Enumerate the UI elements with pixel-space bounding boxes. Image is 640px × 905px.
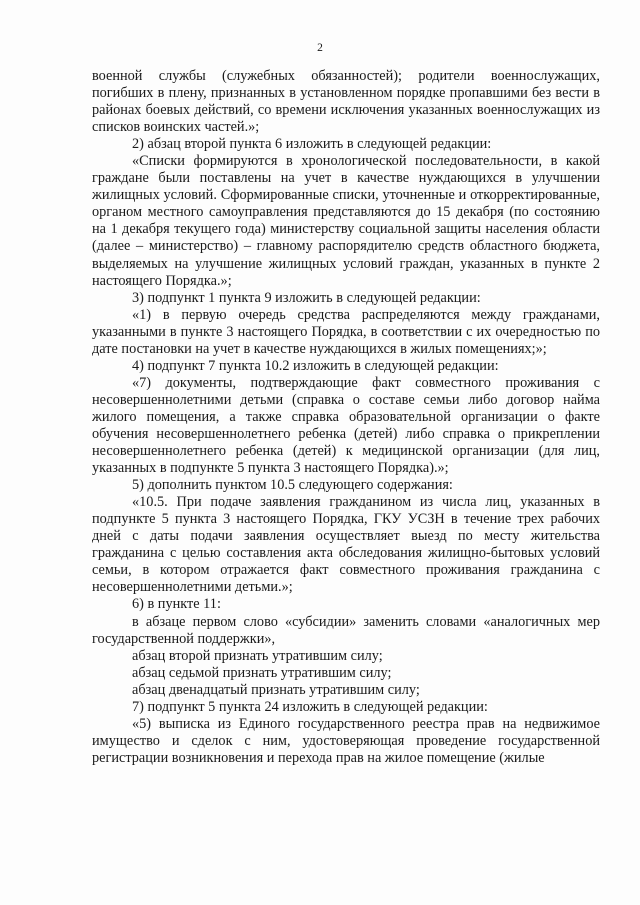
- paragraph-9: «10.5. При подаче заявления гражданином из числа лиц, указанных в подпункте 5 пункта 3 настоящего Порядка, ГКУ УСЗН в течение трех рабочих дней с даты подачи заявления осуществляет выезд по месту жительства гражданина с целью составления акта обследования жилищно-бытовых условий семьи, в котором отражается факт совместного проживания гражданина с несовершеннолетними детьми.»;: [92, 494, 600, 596]
- paragraph-8: 5) дополнить пунктом 10.5 следующего содержания:: [132, 477, 453, 494]
- paragraph-15: 7) подпункт 5 пункта 24 изложить в следующей редакции:: [132, 698, 488, 715]
- paragraph-7: «7) документы, подтверждающие факт совместного проживания с несовершеннолетними детьми (справка о составе семьи либо договор найма жилого помещения, а также справка образовательной организации о факте обучения несовершеннолетнего ребенка (детей) либо справка о прикреплении несовершеннолетнего ребенка (детей) к медицинской организации (для лиц, указанных в подпункте 5 пункта 3 настоящего Порядка).»;: [92, 374, 600, 477]
- document-body: [92, 68, 600, 767]
- paragraph-4: 3) подпункт 1 пункта 9 изложить в следующей редакции:: [132, 289, 481, 306]
- page-number: 2: [317, 42, 323, 54]
- paragraph-1: военной службы (служебных обязанностей); родители военнослужащих, погибших в плену, признанных в установленном порядке пропавшими без вести в районах боевых действий, со времени исключения указанных военнослужащих из списков воинских частей.»;: [92, 68, 600, 136]
- paragraph-16: «5) выписка из Единого государственного реестра прав на недвижимое имущество и сделок с ним, удостоверяющая проведение государственной регистрации возникновения и перехода прав на жилое помещение (жилые: [92, 715, 600, 766]
- paragraph-10: 6) в пункте 11:: [132, 596, 221, 613]
- paragraph-14: абзац двенадцатый признать утратившим силу;: [132, 681, 420, 698]
- paragraph-11: в абзаце первом слово «субсидии» заменить словами «аналогичных мер государственной поддержки»,: [92, 613, 600, 647]
- paragraph-12: абзац второй признать утратившим силу;: [132, 647, 383, 664]
- paragraph-6: 4) подпункт 7 пункта 10.2 изложить в следующей редакции:: [132, 357, 499, 374]
- paragraph-3: «Списки формируются в хронологической последовательности, в какой граждане были поставлены на учет в качестве нуждающихся в улучшении жилищных условий. Сформированные списки, уточненные и откорректированные, органом местного самоуправления представляются до 15 декабря (по состоянию на 1 декабря текущего года) министерству социальной защиты населения области (далее – министерство) – главному распорядителю средств областного бюджета, выделяемых на улучшение жилищных условий граждан, указанных в пункте 2 настоящего Порядка.»;: [92, 153, 600, 289]
- paragraph-5: «1) в первую очередь средства распределяются между гражданами, указанными в пункте 3 настоящего Порядка, в соответствии с их очередностью по дате постановки на учет в качестве нуждающихся в жилых помещениях;»;: [92, 306, 600, 357]
- paragraph-2: 2) абзац второй пункта 6 изложить в следующей редакции:: [132, 136, 492, 153]
- paragraph-13: абзац седьмой признать утратившим силу;: [132, 664, 392, 681]
